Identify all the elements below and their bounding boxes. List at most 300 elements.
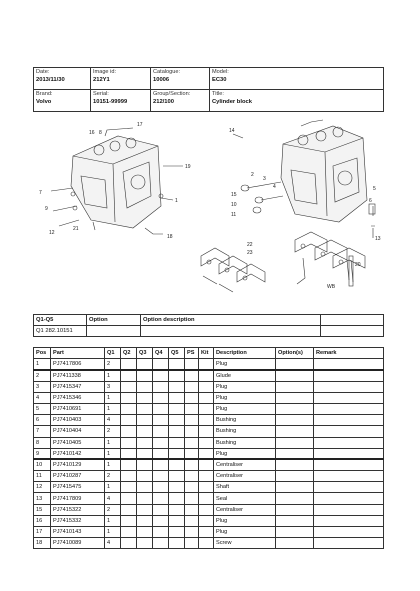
cell-part: PJ7410691: [51, 403, 105, 414]
cell-q1: 1: [105, 527, 121, 538]
cell-remark: [314, 437, 384, 448]
cell-remark: [314, 538, 384, 549]
callout-21: 21: [73, 226, 79, 232]
cell-remark: [314, 359, 384, 370]
options-header-option: Option: [87, 315, 141, 326]
cell-q2: [121, 527, 137, 538]
cell-options: [276, 403, 314, 414]
cell-options: [276, 515, 314, 526]
cell-q3: [137, 381, 153, 392]
brand-value: Volvo: [36, 99, 52, 105]
callout-9: 9: [45, 206, 48, 212]
table-row: [34, 370, 384, 381]
parts-header-q3: Q3: [137, 348, 153, 359]
table-row: [34, 527, 384, 538]
cell-pos: 16: [34, 515, 51, 526]
cell-q2: [121, 448, 137, 459]
date-label: Date:: [36, 69, 50, 75]
serial-cell: [91, 90, 151, 112]
cell-kit: [199, 403, 214, 414]
cell-part: PJ7415346: [51, 392, 105, 403]
cell-q4: [153, 448, 169, 459]
table-row: [34, 515, 384, 526]
cell-options: [276, 426, 314, 437]
cell-pos: 1: [34, 359, 51, 370]
cell-q1: 2: [105, 359, 121, 370]
callout-16: 16: [89, 130, 95, 136]
callout-10: 10: [231, 202, 237, 208]
cell-part: PJ7415475: [51, 482, 105, 493]
bearing-caps-drawing: [201, 232, 365, 292]
cell-ps: [185, 471, 199, 482]
table-row: [34, 426, 384, 437]
cell-remark: [314, 448, 384, 459]
table-row: [34, 437, 384, 448]
callout-23: 23: [247, 250, 253, 256]
group-cell: [151, 90, 210, 112]
cell-q4: [153, 381, 169, 392]
callout-2: 2: [251, 172, 254, 178]
title-label: Title:: [212, 91, 224, 97]
cell-kit: [199, 527, 214, 538]
cell-q3: [137, 527, 153, 538]
cell-description: Bushing: [214, 437, 276, 448]
group-label: Group/Section:: [153, 91, 191, 97]
cell-ps: [185, 527, 199, 538]
image-id-value: 212Y1: [93, 77, 110, 83]
cell-options: [276, 370, 314, 381]
cell-remark: [314, 426, 384, 437]
table-row: [34, 471, 384, 482]
options-header-q1-q5: Q1-Q5: [34, 315, 87, 326]
cell-pos: 15: [34, 504, 51, 515]
cell-ps: [185, 392, 199, 403]
catalogue-label: Catalogue:: [153, 69, 181, 75]
cell-ps: [185, 359, 199, 370]
cell-remark: [314, 493, 384, 504]
options-cell-blank: [321, 326, 384, 337]
cell-description: Bushing: [214, 415, 276, 426]
cell-q3: [137, 515, 153, 526]
engine-block-right-drawing: [233, 120, 375, 238]
cell-description: Plug: [214, 527, 276, 538]
cell-part: PJ7410404: [51, 426, 105, 437]
cell-options: [276, 381, 314, 392]
cell-remark: [314, 504, 384, 515]
options-header-row: [34, 315, 384, 326]
cell-pos: 11: [34, 471, 51, 482]
table-row: [34, 459, 384, 470]
cell-kit: [199, 471, 214, 482]
cell-q1: 4: [105, 493, 121, 504]
cell-description: Plug: [214, 448, 276, 459]
parts-header-pos: Pos: [34, 348, 51, 359]
parts-header-q2: Q2: [121, 348, 137, 359]
cell-options: [276, 493, 314, 504]
cell-ps: [185, 515, 199, 526]
cell-kit: [199, 448, 214, 459]
cell-q4: [153, 403, 169, 414]
cell-q4: [153, 482, 169, 493]
cell-q1: 1: [105, 448, 121, 459]
cell-q4: [153, 527, 169, 538]
cell-q3: [137, 437, 153, 448]
cell-kit: [199, 504, 214, 515]
cell-kit: [199, 370, 214, 381]
cell-pos: 13: [34, 493, 51, 504]
callout-20: 20: [355, 262, 361, 268]
parts-header-q5: Q5: [169, 348, 185, 359]
cell-q5: [169, 538, 185, 549]
cell-q3: [137, 359, 153, 370]
cell-q2: [121, 415, 137, 426]
cell-q3: [137, 504, 153, 515]
cell-description: Centraliser: [214, 459, 276, 470]
cell-q4: [153, 359, 169, 370]
table-row: [34, 538, 384, 549]
cell-q5: [169, 403, 185, 414]
cell-q4: [153, 426, 169, 437]
diagram-ref-code: WB: [327, 284, 336, 290]
cell-q3: [137, 426, 153, 437]
callout-17: 17: [137, 122, 143, 128]
cell-description: Shaft: [214, 482, 276, 493]
cell-q3: [137, 493, 153, 504]
cell-pos: 12: [34, 482, 51, 493]
model-cell: [210, 68, 384, 90]
table-row: [34, 415, 384, 426]
cell-ps: [185, 538, 199, 549]
title-value: Cylinder block: [212, 99, 252, 105]
cell-part: PJ7410143: [51, 527, 105, 538]
cell-q4: [153, 493, 169, 504]
cell-pos: 7: [34, 426, 51, 437]
header-table: [33, 67, 384, 112]
cell-q1: 4: [105, 538, 121, 549]
cell-q4: [153, 538, 169, 549]
options-cell-description: [141, 326, 321, 337]
table-row: [34, 482, 384, 493]
cell-remark: [314, 381, 384, 392]
engine-block-left-drawing: [51, 128, 183, 234]
cell-remark: [314, 482, 384, 493]
cell-q2: [121, 370, 137, 381]
cell-part: PJ7410089: [51, 538, 105, 549]
cell-description: Centraliser: [214, 471, 276, 482]
table-row: [34, 493, 384, 504]
cell-description: Plug: [214, 403, 276, 414]
parts-header-description: Description: [214, 348, 276, 359]
cell-q2: [121, 392, 137, 403]
table-row: [34, 448, 384, 459]
cell-pos: 18: [34, 538, 51, 549]
date-cell: [34, 68, 91, 90]
cell-q2: [121, 482, 137, 493]
cell-q2: [121, 459, 137, 470]
cell-remark: [314, 392, 384, 403]
cell-q5: [169, 515, 185, 526]
cell-q5: [169, 448, 185, 459]
model-label: Model:: [212, 69, 229, 75]
parts-header-ps: PS: [185, 348, 199, 359]
cell-q3: [137, 392, 153, 403]
cell-options: [276, 471, 314, 482]
options-table: [33, 314, 384, 337]
cell-q3: [137, 403, 153, 414]
cell-q5: [169, 527, 185, 538]
callout-19: 19: [185, 164, 191, 170]
catalogue-value: 10006: [153, 77, 170, 83]
cell-part: PJ7410403: [51, 415, 105, 426]
cell-kit: [199, 437, 214, 448]
cell-q1: 1: [105, 403, 121, 414]
cell-remark: [314, 415, 384, 426]
cell-q5: [169, 415, 185, 426]
cell-kit: [199, 392, 214, 403]
cell-description: Seal: [214, 493, 276, 504]
cell-ps: [185, 448, 199, 459]
callout-15: 15: [231, 192, 237, 198]
cell-q2: [121, 493, 137, 504]
cell-q2: [121, 359, 137, 370]
cell-part: PJ7410405: [51, 437, 105, 448]
cell-pos: 9: [34, 448, 51, 459]
cell-q4: [153, 437, 169, 448]
cell-q2: [121, 381, 137, 392]
cell-ps: [185, 437, 199, 448]
cell-pos: 6: [34, 415, 51, 426]
cell-kit: [199, 538, 214, 549]
callout-7: 7: [39, 190, 42, 196]
cell-ps: [185, 482, 199, 493]
cell-description: Glude: [214, 370, 276, 381]
group-value: 212/100: [153, 99, 174, 105]
cell-q4: [153, 459, 169, 470]
cell-q4: [153, 392, 169, 403]
cell-q5: [169, 437, 185, 448]
cell-q5: [169, 471, 185, 482]
callout-14: 14: [229, 128, 235, 134]
cell-options: [276, 504, 314, 515]
cell-options: [276, 359, 314, 370]
cell-part: PJ7415347: [51, 381, 105, 392]
table-row: [34, 359, 384, 370]
cell-description: Centraliser: [214, 504, 276, 515]
cell-q1: 1: [105, 392, 121, 403]
brand-cell: [34, 90, 91, 112]
callout-11: 11: [231, 212, 237, 218]
cell-q5: [169, 459, 185, 470]
parts-table: [33, 347, 384, 549]
cell-q1: 1: [105, 515, 121, 526]
cell-part: PJ7417806: [51, 359, 105, 370]
parts-header-q4: Q4: [153, 348, 169, 359]
cell-q1: 2: [105, 504, 121, 515]
cell-remark: [314, 471, 384, 482]
cell-q4: [153, 370, 169, 381]
serial-value: 10151-99999: [93, 99, 128, 105]
cell-pos: 3: [34, 381, 51, 392]
cell-q5: [169, 504, 185, 515]
callout-5: 5: [373, 186, 376, 192]
cell-description: Plug: [214, 381, 276, 392]
options-row: [34, 326, 384, 337]
cell-part: PJ7417809: [51, 493, 105, 504]
cell-part: PJ7410129: [51, 459, 105, 470]
cell-q2: [121, 538, 137, 549]
cell-q4: [153, 504, 169, 515]
cell-q2: [121, 403, 137, 414]
cell-remark: [314, 403, 384, 414]
cell-kit: [199, 415, 214, 426]
cell-part: PJ7410142: [51, 448, 105, 459]
parts-table-body: [34, 359, 384, 549]
cell-q5: [169, 426, 185, 437]
title-cell: [210, 90, 384, 112]
cylinder-block-diagram: [33, 116, 384, 306]
cell-q2: [121, 437, 137, 448]
cell-kit: [199, 359, 214, 370]
cell-ps: [185, 426, 199, 437]
cell-part: PJ7415322: [51, 504, 105, 515]
cell-q1: 2: [105, 426, 121, 437]
cell-q3: [137, 370, 153, 381]
cell-q5: [169, 381, 185, 392]
cell-ps: [185, 504, 199, 515]
cell-remark: [314, 459, 384, 470]
callout-6: 6: [369, 198, 372, 204]
cell-q3: [137, 482, 153, 493]
table-row: [34, 403, 384, 414]
cell-part: PJ7410287: [51, 471, 105, 482]
cell-description: Plug: [214, 515, 276, 526]
cell-options: [276, 448, 314, 459]
cell-q2: [121, 426, 137, 437]
cell-pos: 17: [34, 527, 51, 538]
cell-remark: [314, 527, 384, 538]
callout-3: 3: [263, 176, 266, 182]
cell-q3: [137, 538, 153, 549]
cell-kit: [199, 515, 214, 526]
callout-22: 22: [247, 242, 253, 248]
parts-header-options: Option(s): [276, 348, 314, 359]
cell-q1: 1: [105, 459, 121, 470]
cell-description: Plug: [214, 392, 276, 403]
callout-12: 12: [49, 230, 55, 236]
cell-part: PJ7415332: [51, 515, 105, 526]
cell-kit: [199, 459, 214, 470]
parts-header-kit: Kit: [199, 348, 214, 359]
cell-options: [276, 415, 314, 426]
cell-q5: [169, 493, 185, 504]
serial-label: Serial:: [93, 91, 109, 97]
model-value: EC30: [212, 77, 227, 83]
cell-q1: 4: [105, 415, 121, 426]
callout-18: 18: [167, 234, 173, 240]
catalogue-cell: [151, 68, 210, 90]
cell-kit: [199, 493, 214, 504]
cell-options: [276, 538, 314, 549]
image-id-cell: [91, 68, 151, 90]
cell-q5: [169, 359, 185, 370]
cell-options: [276, 527, 314, 538]
parts-header-q1: Q1: [105, 348, 121, 359]
cell-q1: 2: [105, 471, 121, 482]
cell-ps: [185, 459, 199, 470]
cell-remark: [314, 515, 384, 526]
cell-q5: [169, 482, 185, 493]
cell-q2: [121, 515, 137, 526]
options-header-description: Option description: [141, 315, 321, 326]
cell-q1: 1: [105, 370, 121, 381]
cell-q2: [121, 471, 137, 482]
cell-options: [276, 459, 314, 470]
parts-header-row: [34, 348, 384, 359]
cell-q4: [153, 471, 169, 482]
cell-options: [276, 482, 314, 493]
cell-kit: [199, 426, 214, 437]
cell-q3: [137, 459, 153, 470]
cell-options: [276, 392, 314, 403]
table-row: [34, 504, 384, 515]
cell-ps: [185, 381, 199, 392]
options-cell-q: Q1 282.10151: [34, 326, 87, 337]
cell-q5: [169, 370, 185, 381]
cell-description: Plug: [214, 359, 276, 370]
options-cell-option: [87, 326, 141, 337]
date-value: 2013/11/30: [36, 77, 65, 83]
cell-q3: [137, 415, 153, 426]
cell-q4: [153, 415, 169, 426]
brand-label: Brand:: [36, 91, 53, 97]
cell-description: Bushing: [214, 426, 276, 437]
table-row: [34, 381, 384, 392]
cell-q4: [153, 515, 169, 526]
cell-pos: 10: [34, 459, 51, 470]
callout-4: 4: [273, 184, 276, 190]
cell-part: PJ7411338: [51, 370, 105, 381]
image-id-label: Image id:: [93, 69, 117, 75]
callout-1: 1: [175, 198, 178, 204]
parts-header-part: Part: [51, 348, 105, 359]
cell-q1: 1: [105, 482, 121, 493]
cell-description: Screw: [214, 538, 276, 549]
cell-q5: [169, 392, 185, 403]
cell-kit: [199, 381, 214, 392]
cell-ps: [185, 403, 199, 414]
table-row: [34, 392, 384, 403]
cell-q3: [137, 471, 153, 482]
options-header-blank: [321, 315, 384, 326]
cell-q2: [121, 504, 137, 515]
cell-ps: [185, 415, 199, 426]
cell-ps: [185, 493, 199, 504]
cell-pos: 5: [34, 403, 51, 414]
cell-kit: [199, 482, 214, 493]
cell-ps: [185, 370, 199, 381]
parts-header-remark: Remark: [314, 348, 384, 359]
cell-q1: 3: [105, 381, 121, 392]
cell-pos: 8: [34, 437, 51, 448]
cell-options: [276, 437, 314, 448]
cell-remark: [314, 370, 384, 381]
cell-q3: [137, 448, 153, 459]
cell-pos: 2: [34, 370, 51, 381]
callout-8: 8: [99, 130, 102, 136]
callout-13: 13: [375, 236, 381, 242]
cell-q1: 1: [105, 437, 121, 448]
cell-pos: 4: [34, 392, 51, 403]
